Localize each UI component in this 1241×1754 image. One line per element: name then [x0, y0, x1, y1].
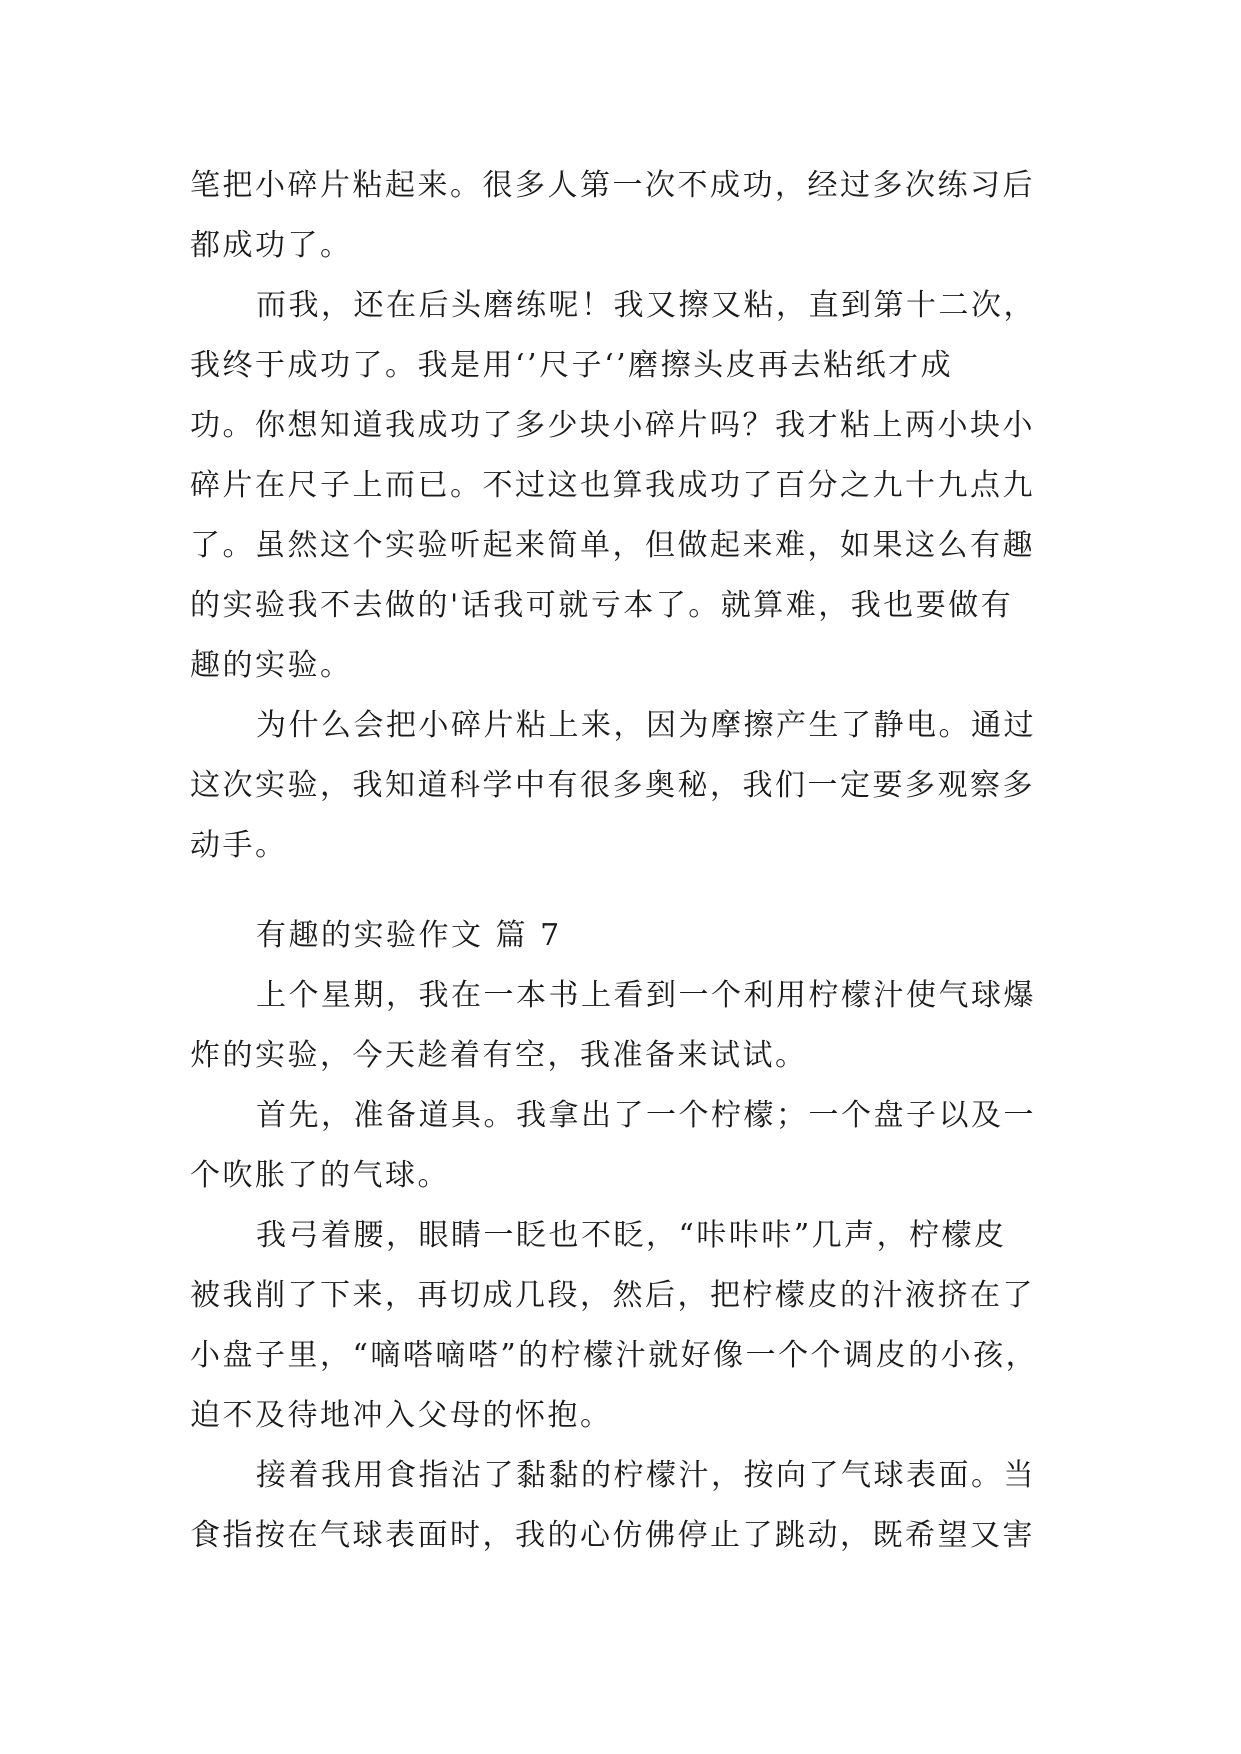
paragraph-start-line: 我弓着腰，眼睛一眨也不眨，“咔咔咔”几声，柠檬皮 — [256, 1218, 1007, 1253]
text-line: 被我削了下来，再切成几段，然后，把柠檬皮的汁液挤在了 — [190, 1278, 1035, 1313]
text-line: 我终于成功了。我是用‘’尺子‘’磨擦头皮再去粘纸才成 — [190, 348, 954, 383]
text-line: 碎片在尺子上而已。不过这也算我成功了百分之九十九点九 — [190, 468, 1035, 503]
essay-continuation — [190, 156, 1060, 876]
essay-section-7 — [190, 906, 1060, 1566]
section-heading: 有趣的实验作文 篇 7 — [256, 918, 562, 953]
text-line: 笔把小碎片粘起来。很多人第一次不成功，经过多次练习后 — [190, 168, 1035, 203]
text-line: 都成功了。 — [190, 228, 353, 263]
paragraph-start-line: 首先，准备道具。我拿出了一个柠檬；一个盘子以及一 — [256, 1098, 1036, 1133]
paragraph-start-line: 而我，还在后头磨练呢！我又擦又粘，直到第十二次， — [256, 288, 1036, 323]
text-line: 功。你想知道我成功了多少块小碎片吗？我才粘上两小块小 — [190, 408, 1035, 443]
text-line: 了。虽然这个实验听起来简单，但做起来难，如果这么有趣 — [190, 528, 1035, 563]
paragraph-start-line: 上个星期，我在一本书上看到一个利用柠檬汁使气球爆 — [256, 978, 1036, 1013]
text-line: 炸的实验，今天趁着有空，我准备来试试。 — [190, 1038, 808, 1073]
text-line: 趣的实验。 — [190, 648, 353, 683]
text-line: 这次实验，我知道科学中有很多奥秘，我们一定要多观察多 — [190, 768, 1035, 803]
paragraph-start-line: 为什么会把小碎片粘上来，因为摩擦产生了静电。通过 — [256, 708, 1036, 743]
text-line: 食指按在气球表面时，我的心仿佛停止了跳动，既希望又害 — [190, 1518, 1035, 1553]
text-line: 小盘子里，“嘀嗒嘀嗒”的柠檬汁就好像一个个调皮的小孩， — [190, 1338, 1039, 1373]
text-line: 动手。 — [190, 828, 288, 863]
text-line: 的实验我不去做的'话我可就亏本了。就算难，我也要做有 — [190, 588, 1014, 623]
paragraph-start-line: 接着我用食指沾了黏黏的柠檬汁，按向了气球表面。当 — [256, 1458, 1036, 1493]
text-line: 个吹胀了的气球。 — [190, 1158, 450, 1193]
text-line: 迫不及待地冲入父母的怀抱。 — [190, 1398, 613, 1433]
